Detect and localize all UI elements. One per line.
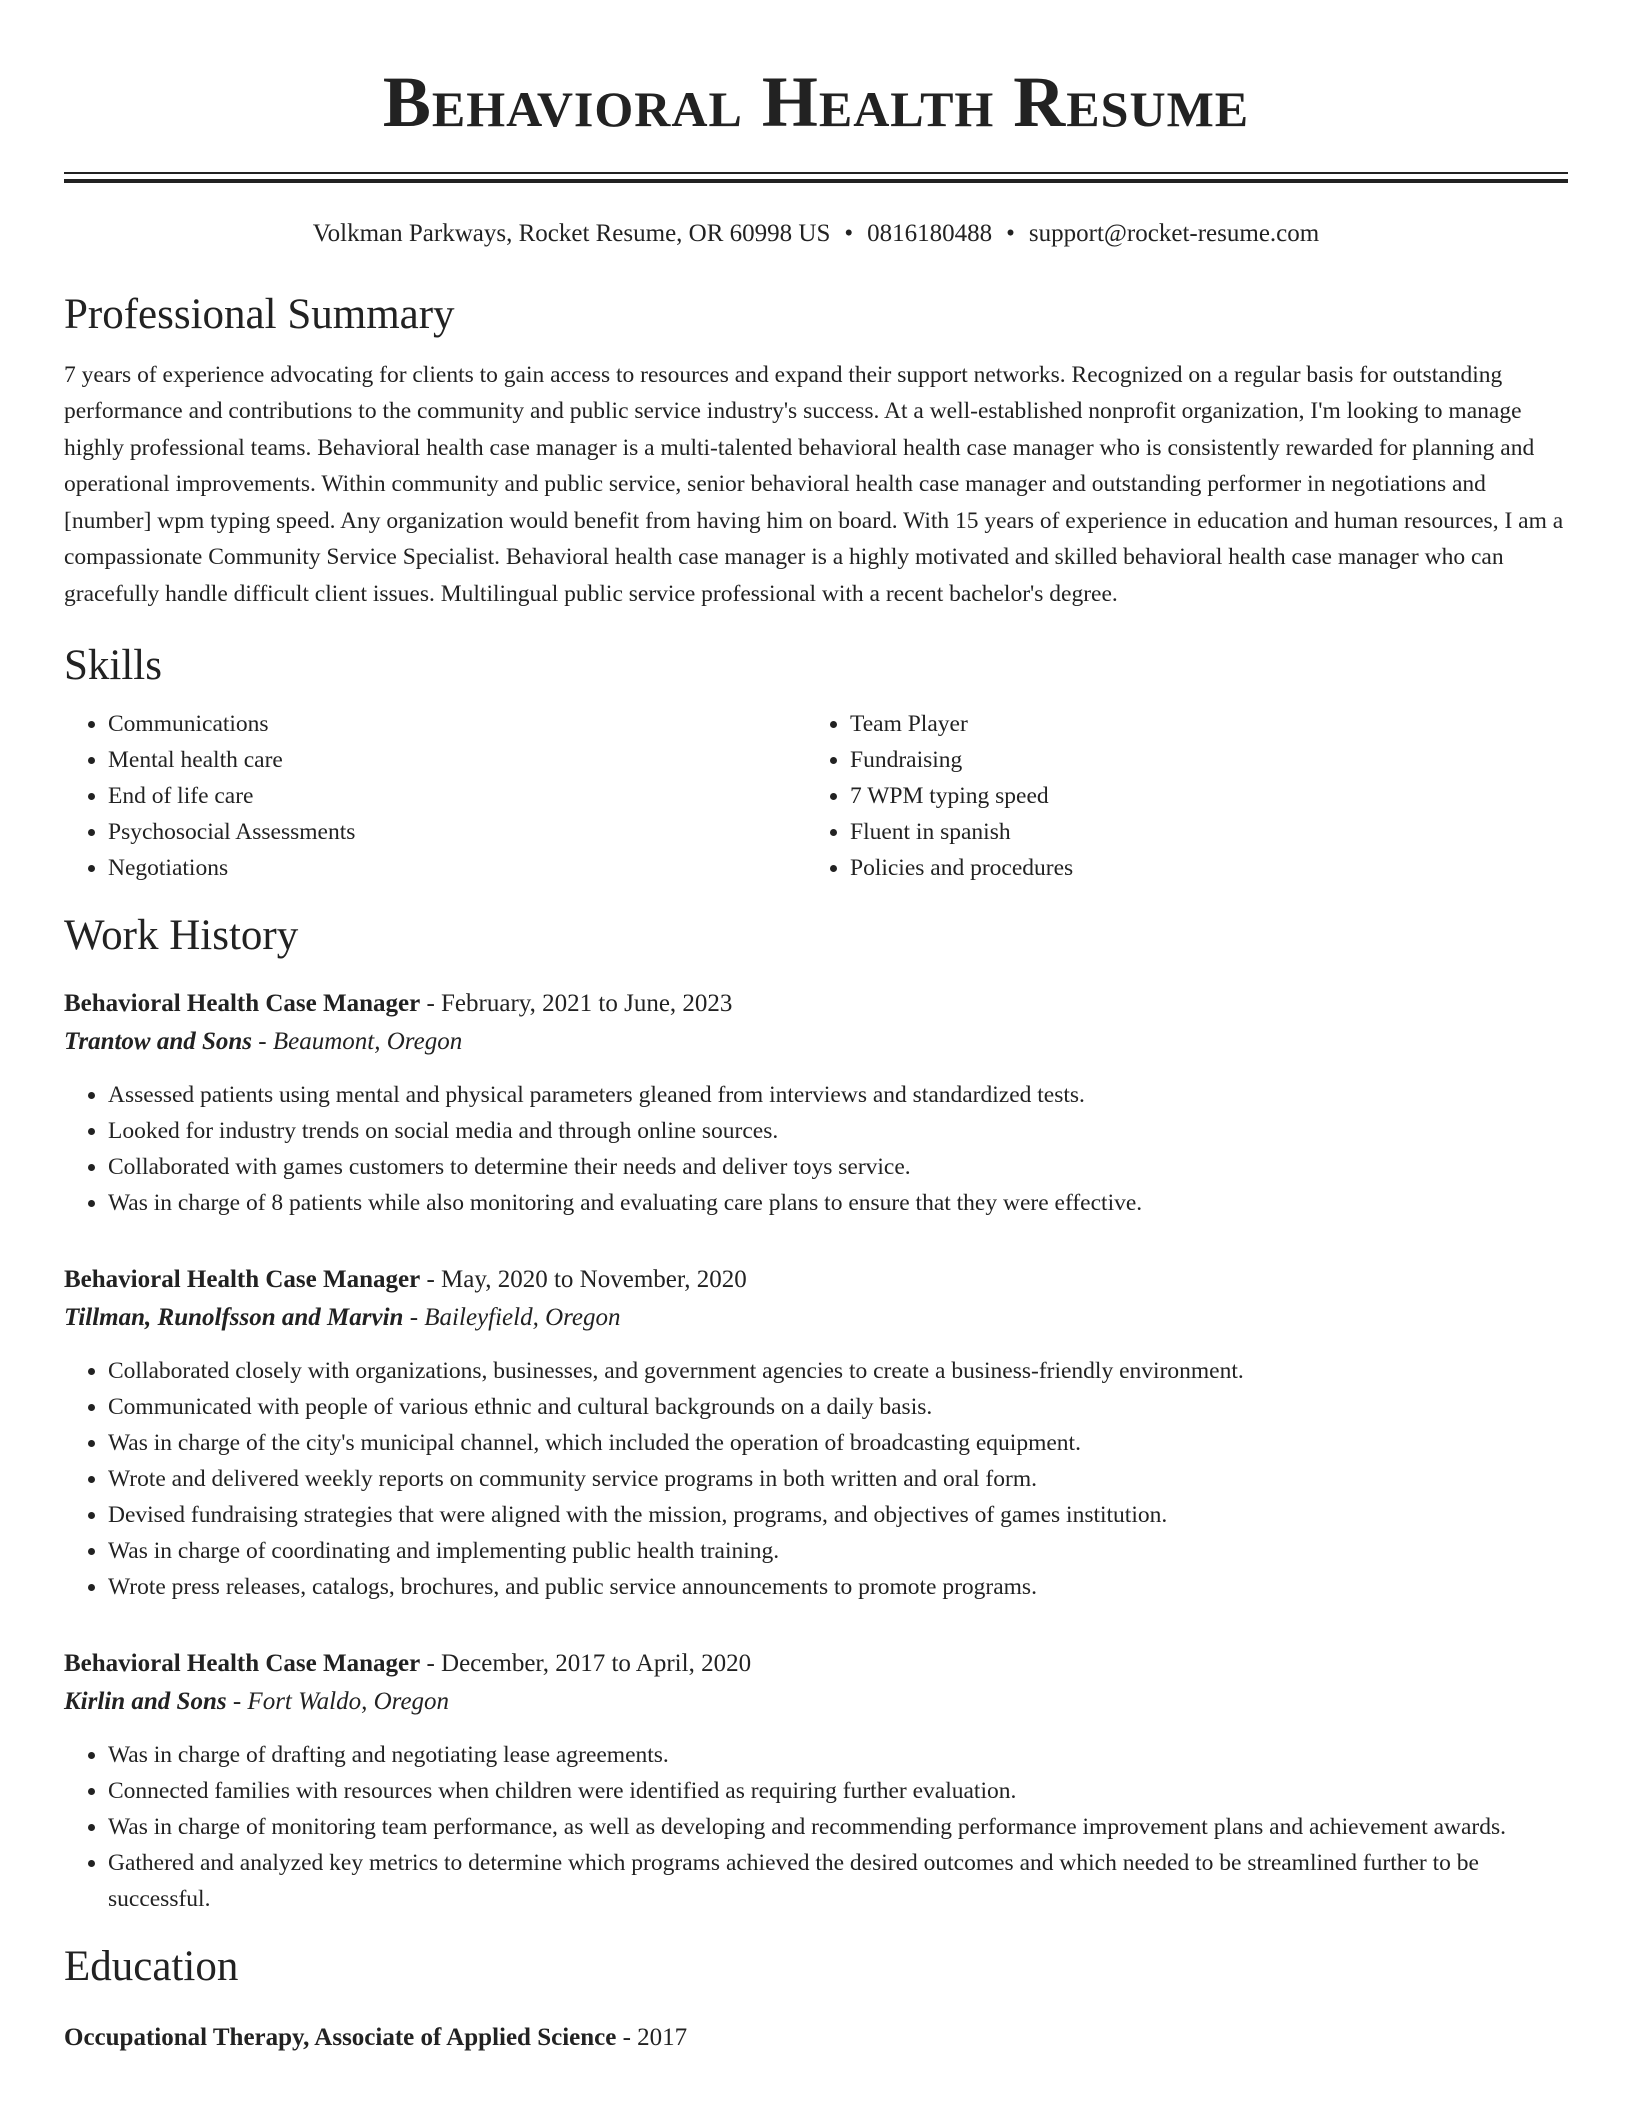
job-title-line [64,1261,1568,1299]
job-title: Behavioral Health Case Manager [64,1266,421,1294]
skill-item: • Mental health care [108,742,806,778]
job-company-line [64,1023,1568,1061]
skill-item: • End of life care [108,778,806,814]
job-duty: • Wrote press releases, catalogs, brochures, and public service announcements to promote programs. [108,1569,1568,1605]
job-title-line [64,1645,1568,1683]
job-duty: • Communicated with people of various ethnic and cultural backgrounds on a daily basis. [108,1389,1568,1425]
education-year: - 2017 [616,2023,688,2051]
job-entry [64,1645,1568,1917]
job-location: - Fort Waldo, Oregon [226,1688,450,1716]
job-title: Behavioral Health Case Manager [64,1650,421,1678]
job-company-line [64,1683,1568,1721]
job-duty: • Gathered and analyzed key metrics to determine which programs achieved the desired outcomes and which needed to be streamlined further to be successful. [108,1845,1568,1917]
contact-line [64,219,1568,249]
resume-title: Behavioral Health Resume [382,62,1250,142]
job-duty: • Devised fundraising strategies that were aligned with the mission, programs, and objectives of games institution. [108,1497,1568,1533]
job-dates: - December, 2017 to April, 2020 [420,1650,752,1678]
job-location: - Baileyfield, Oregon [403,1304,621,1332]
skills-column-right [806,706,1548,886]
skill-item: • Negotiations [108,850,806,886]
job-company: Tillman, Runolfsson and Marvin [64,1304,404,1332]
job-company-line [64,1299,1568,1337]
job-dates: - May, 2020 to November, 2020 [420,1266,747,1294]
job-duty: • Looked for industry trends on social media and through online sources. [108,1113,1568,1149]
job-duties [64,1077,1568,1221]
job-entry [64,1261,1568,1605]
job-company: Kirlin and Sons [64,1688,227,1716]
skill-item: • Fundraising [850,742,1548,778]
job-duty: • Was in charge of the city's municipal channel, which included the operation of broadcasting equipment. [108,1425,1568,1461]
skill-item: • Psychosocial Assessments [108,814,806,850]
job-duty: • Collaborated closely with organizations, businesses, and government agencies to create a business-friendly environment. [108,1353,1568,1389]
contact-separator: • [1006,220,1015,247]
job-duty: • Connected families with resources when children were identified as requiring further evaluation. [108,1773,1568,1809]
skill-item: • 7 WPM typing speed [850,778,1548,814]
job-title-line [64,985,1568,1023]
job-dates: - February, 2021 to June, 2023 [420,990,733,1018]
skill-item: • Fluent in spanish [850,814,1548,850]
skills-column-left [64,706,806,886]
job-location: - Beaumont, Oregon [252,1028,463,1056]
job-entry [64,985,1568,1221]
job-duties [64,1353,1568,1605]
job-duty: • Was in charge of 8 patients while also monitoring and evaluating care plans to ensure that they were effective. [108,1185,1568,1221]
contact-phone: 0816180488 [867,220,993,247]
summary-text: 7 years of experience advocating for clients to gain access to resources and expand their support networks. Recognized on a regular basis for outstanding performance and contributions to the community and public service industry's success. At a well-established nonprofit organization, I'm looking to manage highly professional teams. Behavioral health case manager is a multi-talented behavioral health case manager who is consistently rewarded for planning and operational improvements. Within community and public service, senior behavioral health case manager and outstanding performer in negotiations and [number] wpm typing speed. Any organization would benefit from having him on board. With 15 years of experience in education and human resources, I am a compassionate Community Service Specialist. Behavioral health case manager is a highly motivated and skilled behavioral health case manager who can gracefully handle difficult client issues. Multilingual public service professional with a recent bachelor's degree. [64,361,1564,607]
contact-address: Volkman Parkways, Rocket Resume, OR 60998 US [312,220,831,247]
education-degree: Occupational Therapy, Associate of Applied Science [64,2023,617,2051]
job-company: Trantow and Sons [64,1028,253,1056]
job-duty: • Was in charge of coordinating and implementing public health training. [108,1533,1568,1569]
skill-item: • Communications [108,706,806,742]
education-entry [64,2019,1568,2057]
education-heading: Education [64,1943,239,1991]
job-duty: • Wrote and delivered weekly reports on community service programs in both written and oral form. [108,1461,1568,1497]
skills-heading: Skills [64,642,162,690]
contact-email[interactable]: support@rocket-resume.com [1028,220,1320,247]
title-divider [64,172,1568,183]
skill-item: • Team Player [850,706,1548,742]
contact-separator: • [844,220,854,247]
skills-list [64,706,1568,886]
job-title: Behavioral Health Case Manager [64,990,421,1018]
job-duty: • Assessed patients using mental and physical parameters gleaned from interviews and standardized tests. [108,1077,1568,1113]
work-history-heading: Work History [64,911,299,959]
job-duty: • Was in charge of monitoring team performance, as well as developing and recommending performance improvement plans and achievement awards. [108,1809,1568,1845]
job-duty: • Was in charge of drafting and negotiating lease agreements. [108,1737,1568,1773]
job-duties [64,1737,1568,1917]
skill-item: • Policies and procedures [850,850,1548,886]
summary-heading: Professional Summary [64,291,455,338]
job-duty: • Collaborated with games customers to determine their needs and deliver toys service. [108,1149,1568,1185]
